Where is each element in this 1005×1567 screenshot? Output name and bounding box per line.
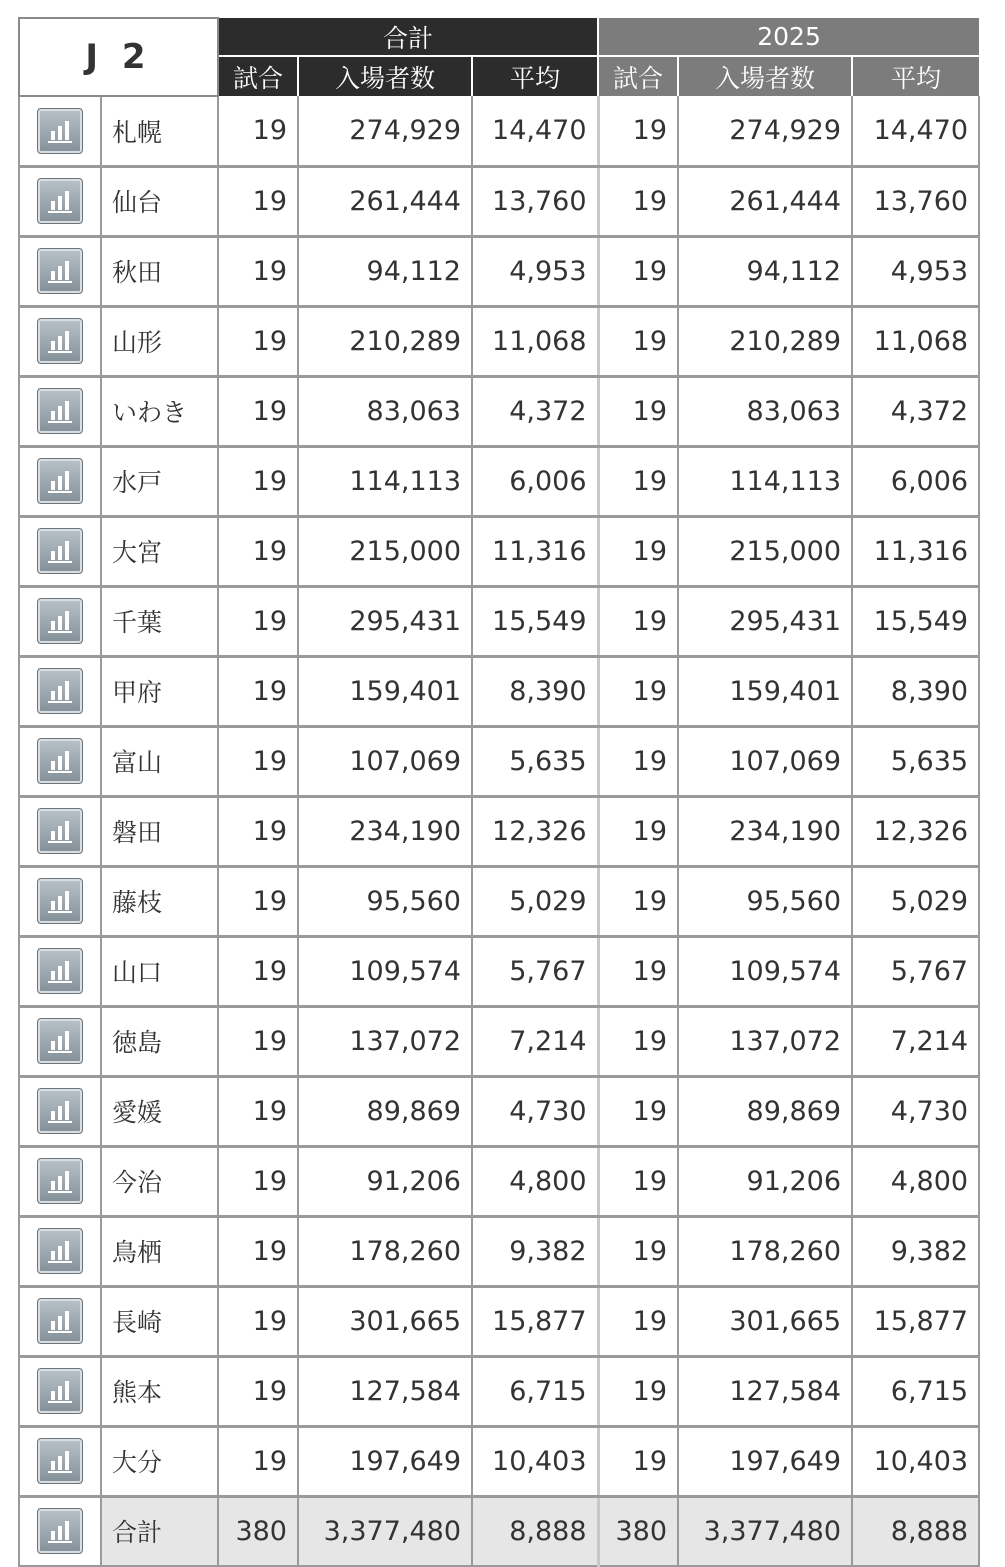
- chart-button-cell[interactable]: [19, 726, 101, 796]
- col-header-average: 平均: [472, 56, 598, 96]
- chart-button-cell[interactable]: [19, 376, 101, 446]
- bar-chart-icon[interactable]: [37, 1018, 83, 1064]
- average-cell: 10,403: [472, 1426, 598, 1496]
- table-row: [19, 1076, 979, 1146]
- table-row: [19, 1356, 979, 1426]
- year-average-cell: 10,403: [852, 1426, 979, 1496]
- attendance-cell: 215,000: [298, 516, 472, 586]
- games-cell: 19: [218, 1006, 298, 1076]
- team-name: 今治: [101, 1146, 218, 1216]
- chart-button-cell[interactable]: [19, 656, 101, 726]
- chart-button-cell[interactable]: [19, 1216, 101, 1286]
- games-cell: 19: [218, 516, 298, 586]
- attendance-cell: 95,560: [298, 866, 472, 936]
- chart-button-cell[interactable]: [19, 796, 101, 866]
- table-body: [19, 96, 979, 1566]
- chart-button-cell[interactable]: [19, 1286, 101, 1356]
- bar-chart-icon[interactable]: [37, 388, 83, 434]
- games-cell: 19: [218, 166, 298, 236]
- attendance-cell: 83,063: [298, 376, 472, 446]
- table-row: [19, 306, 979, 376]
- year-attendance-cell: 89,869: [678, 1076, 852, 1146]
- attendance-cell: 94,112: [298, 236, 472, 306]
- year-games-cell: 19: [598, 656, 678, 726]
- year-games-cell: 19: [598, 96, 678, 166]
- year-average-cell: 4,730: [852, 1076, 979, 1146]
- table-row: [19, 166, 979, 236]
- games-cell: 19: [218, 96, 298, 166]
- average-cell: 4,372: [472, 376, 598, 446]
- year-games-cell: 19: [598, 1146, 678, 1216]
- chart-button-cell[interactable]: [19, 446, 101, 516]
- table-row: [19, 1426, 979, 1496]
- team-name: 甲府: [101, 656, 218, 726]
- table-row: [19, 796, 979, 866]
- year-games-cell: 19: [598, 1426, 678, 1496]
- bar-chart-icon[interactable]: [37, 528, 83, 574]
- average-cell: 8,888: [472, 1496, 598, 1566]
- year-average-cell: 4,953: [852, 236, 979, 306]
- year-games-cell: 19: [598, 1006, 678, 1076]
- games-cell: 19: [218, 726, 298, 796]
- year-attendance-cell: 197,649: [678, 1426, 852, 1496]
- average-cell: 5,029: [472, 866, 598, 936]
- chart-button-cell[interactable]: [19, 866, 101, 936]
- year-games-cell: 19: [598, 1216, 678, 1286]
- year-average-cell: 11,316: [852, 516, 979, 586]
- chart-button-cell[interactable]: [19, 1146, 101, 1216]
- average-cell: 15,877: [472, 1286, 598, 1356]
- year-average-cell: 15,549: [852, 586, 979, 656]
- attendance-cell: 137,072: [298, 1006, 472, 1076]
- attendance-cell: 91,206: [298, 1146, 472, 1216]
- attendance-cell: 107,069: [298, 726, 472, 796]
- team-name: 大分: [101, 1426, 218, 1496]
- attendance-cell: 109,574: [298, 936, 472, 1006]
- year-games-cell: 19: [598, 796, 678, 866]
- team-name: 磐田: [101, 796, 218, 866]
- group-header-total: 合計: [218, 18, 598, 56]
- year-games-cell: 19: [598, 726, 678, 796]
- col-header-games: 試合: [218, 56, 298, 96]
- year-attendance-cell: 94,112: [678, 236, 852, 306]
- chart-button-cell[interactable]: [19, 1006, 101, 1076]
- year-average-cell: 15,877: [852, 1286, 979, 1356]
- bar-chart-icon[interactable]: [37, 1368, 83, 1414]
- average-cell: 7,214: [472, 1006, 598, 1076]
- table-row: [19, 96, 979, 166]
- chart-button-cell[interactable]: [19, 236, 101, 306]
- average-cell: 4,953: [472, 236, 598, 306]
- year-attendance-cell: 91,206: [678, 1146, 852, 1216]
- team-name: 山形: [101, 306, 218, 376]
- attendance-cell: 159,401: [298, 656, 472, 726]
- league-title: J 2: [19, 18, 218, 96]
- year-attendance-cell: 178,260: [678, 1216, 852, 1286]
- team-name: 大宮: [101, 516, 218, 586]
- bar-chart-icon[interactable]: [37, 808, 83, 854]
- chart-button-cell[interactable]: [19, 1076, 101, 1146]
- year-games-cell: 380: [598, 1496, 678, 1566]
- average-cell: 6,715: [472, 1356, 598, 1426]
- year-average-cell: 9,382: [852, 1216, 979, 1286]
- col-header-year-attendance: 入場者数: [678, 56, 852, 96]
- average-cell: 11,068: [472, 306, 598, 376]
- table-row: [19, 1006, 979, 1076]
- average-cell: 12,326: [472, 796, 598, 866]
- year-average-cell: 8,888: [852, 1496, 979, 1566]
- chart-button-cell[interactable]: [19, 1356, 101, 1426]
- team-name: 水戸: [101, 446, 218, 516]
- bar-chart-icon[interactable]: [37, 178, 83, 224]
- year-attendance-cell: 301,665: [678, 1286, 852, 1356]
- games-cell: 19: [218, 1286, 298, 1356]
- team-name: 仙台: [101, 166, 218, 236]
- average-cell: 5,767: [472, 936, 598, 1006]
- year-games-cell: 19: [598, 516, 678, 586]
- average-cell: 6,006: [472, 446, 598, 516]
- games-cell: 19: [218, 586, 298, 656]
- average-cell: 4,800: [472, 1146, 598, 1216]
- team-name: 山口: [101, 936, 218, 1006]
- games-cell: 19: [218, 866, 298, 936]
- table-row: [19, 1216, 979, 1286]
- table-row: [19, 866, 979, 936]
- year-average-cell: 5,029: [852, 866, 979, 936]
- year-attendance-cell: 83,063: [678, 376, 852, 446]
- table-row: [19, 1286, 979, 1356]
- average-cell: 14,470: [472, 96, 598, 166]
- summary-row: [19, 1496, 979, 1566]
- year-games-cell: 19: [598, 166, 678, 236]
- attendance-cell: 197,649: [298, 1426, 472, 1496]
- team-name: 札幌: [101, 96, 218, 166]
- attendance-table: [18, 17, 980, 1567]
- games-cell: 19: [218, 376, 298, 446]
- bar-chart-icon[interactable]: [37, 668, 83, 714]
- col-header-year-average: 平均: [852, 56, 979, 96]
- team-name: 秋田: [101, 236, 218, 306]
- table-row: [19, 516, 979, 586]
- games-cell: 19: [218, 1216, 298, 1286]
- games-cell: 19: [218, 656, 298, 726]
- team-name: 徳島: [101, 1006, 218, 1076]
- year-games-cell: 19: [598, 586, 678, 656]
- team-name: 千葉: [101, 586, 218, 656]
- year-games-cell: 19: [598, 936, 678, 1006]
- average-cell: 9,382: [472, 1216, 598, 1286]
- average-cell: 4,730: [472, 1076, 598, 1146]
- chart-button-cell[interactable]: [19, 516, 101, 586]
- games-cell: 19: [218, 236, 298, 306]
- year-average-cell: 13,760: [852, 166, 979, 236]
- col-header-year-games: 試合: [598, 56, 678, 96]
- year-games-cell: 19: [598, 376, 678, 446]
- year-games-cell: 19: [598, 306, 678, 376]
- table-row: [19, 376, 979, 446]
- group-header-year: 2025: [598, 18, 979, 56]
- team-name: 愛媛: [101, 1076, 218, 1146]
- team-name: 鳥栖: [101, 1216, 218, 1286]
- team-name: 藤枝: [101, 866, 218, 936]
- year-games-cell: 19: [598, 1286, 678, 1356]
- chart-button-cell[interactable]: [19, 1496, 101, 1566]
- team-name: 長崎: [101, 1286, 218, 1356]
- attendance-cell: 178,260: [298, 1216, 472, 1286]
- table-row: [19, 236, 979, 306]
- bar-chart-icon[interactable]: [37, 458, 83, 504]
- year-average-cell: 5,635: [852, 726, 979, 796]
- bar-chart-icon[interactable]: [37, 948, 83, 994]
- bar-chart-icon[interactable]: [37, 1298, 83, 1344]
- table-row: [19, 1146, 979, 1216]
- attendance-cell: 295,431: [298, 586, 472, 656]
- year-attendance-cell: 215,000: [678, 516, 852, 586]
- year-attendance-cell: 159,401: [678, 656, 852, 726]
- attendance-cell: 301,665: [298, 1286, 472, 1356]
- year-attendance-cell: 3,377,480: [678, 1496, 852, 1566]
- year-attendance-cell: 261,444: [678, 166, 852, 236]
- average-cell: 13,760: [472, 166, 598, 236]
- attendance-cell: 127,584: [298, 1356, 472, 1426]
- bar-chart-icon[interactable]: [37, 738, 83, 784]
- year-games-cell: 19: [598, 446, 678, 516]
- year-average-cell: 6,006: [852, 446, 979, 516]
- year-games-cell: 19: [598, 866, 678, 936]
- year-attendance-cell: 114,113: [678, 446, 852, 516]
- attendance-cell: 261,444: [298, 166, 472, 236]
- year-games-cell: 19: [598, 236, 678, 306]
- games-cell: 19: [218, 1426, 298, 1496]
- year-attendance-cell: 274,929: [678, 96, 852, 166]
- bar-chart-icon[interactable]: [37, 318, 83, 364]
- average-cell: 11,316: [472, 516, 598, 586]
- games-cell: 19: [218, 446, 298, 516]
- year-attendance-cell: 295,431: [678, 586, 852, 656]
- bar-chart-icon[interactable]: [37, 1228, 83, 1274]
- year-average-cell: 14,470: [852, 96, 979, 166]
- table-row: [19, 586, 979, 656]
- chart-button-cell[interactable]: [19, 936, 101, 1006]
- year-attendance-cell: 95,560: [678, 866, 852, 936]
- attendance-cell: 3,377,480: [298, 1496, 472, 1566]
- year-attendance-cell: 137,072: [678, 1006, 852, 1076]
- year-attendance-cell: 127,584: [678, 1356, 852, 1426]
- year-attendance-cell: 107,069: [678, 726, 852, 796]
- attendance-cell: 274,929: [298, 96, 472, 166]
- bar-chart-icon[interactable]: [37, 108, 83, 154]
- games-cell: 19: [218, 1356, 298, 1426]
- team-name: いわき: [101, 376, 218, 446]
- games-cell: 19: [218, 306, 298, 376]
- chart-button-cell[interactable]: [19, 96, 101, 166]
- chart-button-cell[interactable]: [19, 306, 101, 376]
- attendance-cell: 234,190: [298, 796, 472, 866]
- year-average-cell: 5,767: [852, 936, 979, 1006]
- year-attendance-cell: 234,190: [678, 796, 852, 866]
- attendance-cell: 210,289: [298, 306, 472, 376]
- bar-chart-icon[interactable]: [37, 1158, 83, 1204]
- year-average-cell: 7,214: [852, 1006, 979, 1076]
- bar-chart-icon[interactable]: [37, 1088, 83, 1134]
- year-average-cell: 6,715: [852, 1356, 979, 1426]
- chart-button-cell[interactable]: [19, 166, 101, 236]
- year-attendance-cell: 109,574: [678, 936, 852, 1006]
- year-average-cell: 11,068: [852, 306, 979, 376]
- team-name: 熊本: [101, 1356, 218, 1426]
- bar-chart-icon[interactable]: [37, 1508, 83, 1554]
- year-average-cell: 4,800: [852, 1146, 979, 1216]
- average-cell: 8,390: [472, 656, 598, 726]
- games-cell: 19: [218, 796, 298, 866]
- attendance-cell: 114,113: [298, 446, 472, 516]
- games-cell: 19: [218, 1076, 298, 1146]
- chart-button-cell[interactable]: [19, 586, 101, 656]
- bar-chart-icon[interactable]: [37, 878, 83, 924]
- table-row: [19, 446, 979, 516]
- games-cell: 19: [218, 936, 298, 1006]
- table-row: [19, 656, 979, 726]
- year-games-cell: 19: [598, 1356, 678, 1426]
- year-average-cell: 8,390: [852, 656, 979, 726]
- bar-chart-icon[interactable]: [37, 598, 83, 644]
- average-cell: 5,635: [472, 726, 598, 796]
- year-attendance-cell: 210,289: [678, 306, 852, 376]
- col-header-attendance: 入場者数: [298, 56, 472, 96]
- table-row: [19, 936, 979, 1006]
- year-average-cell: 12,326: [852, 796, 979, 866]
- team-name: 合計: [101, 1496, 218, 1566]
- year-games-cell: 19: [598, 1076, 678, 1146]
- team-name: 富山: [101, 726, 218, 796]
- games-cell: 19: [218, 1146, 298, 1216]
- average-cell: 15,549: [472, 586, 598, 656]
- games-cell: 380: [218, 1496, 298, 1566]
- table-row: [19, 726, 979, 796]
- bar-chart-icon[interactable]: [37, 248, 83, 294]
- attendance-cell: 89,869: [298, 1076, 472, 1146]
- year-average-cell: 4,372: [852, 376, 979, 446]
- chart-button-cell[interactable]: [19, 1426, 101, 1496]
- bar-chart-icon[interactable]: [37, 1438, 83, 1484]
